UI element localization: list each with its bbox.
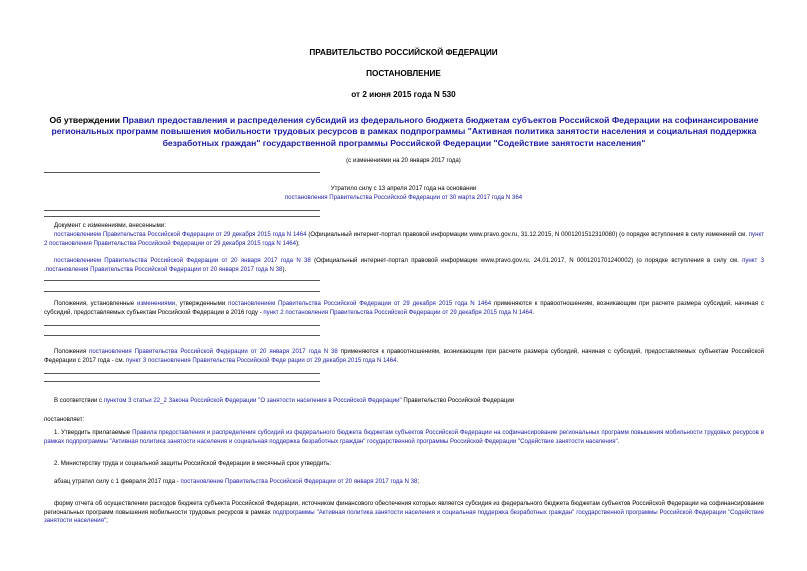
divider [44, 325, 320, 326]
note-1-clause-link[interactable]: пункт 2 постановления Правительства Российской Федерации от 29 декабря 2015 года N 1464 [263, 308, 533, 316]
report-form-text: ; [106, 517, 108, 525]
amendment-2-clause-link[interactable]: пункт 3 .постановления Правительства Российской Федерации от 20 января 2017 года N 38 [44, 257, 764, 273]
divider [44, 172, 320, 173]
resolves-label: постановляет: [44, 416, 85, 423]
expired-basis-link[interactable]: постановления Правительства Российской Федерации от 30 марта 2017 года N 364 [284, 194, 523, 201]
amendment-1-text: (Официальный интернет-портал правовой информации www.pravo.gov.ru, 31.12.2015, N 0001201512310080) (о порядке вступления в силу изменений см. [306, 231, 749, 238]
note-2-clause-link[interactable]: пункт 3 постановления Правительства Российской Феде рации от 29 декабря 2015 года N 1464 [125, 356, 397, 364]
divider [44, 335, 320, 336]
item-1-text: 1. Утвердить прилагаемые [54, 429, 133, 436]
legal-basis-text: Правительство Российской Федерации [401, 397, 515, 404]
note-1-text: применяются к правоотношениям, возникающим при расчете размера субсидий, начиная с субсидий, предоставляемых субъектам Российской Федерации в 2016 году - [44, 300, 764, 316]
note-2-text: Положения [54, 348, 90, 355]
note-1-text: , утвержденными [175, 300, 229, 307]
item-1 [44, 429, 764, 446]
amendment-item-2 [44, 257, 764, 274]
expired-paragraph-text: ; [417, 478, 420, 485]
expired-notice: Утратило силу с 13 апреля 2017 года на основании [330, 185, 477, 192]
law-article-link[interactable]: пунктом 3 статьи 22_2 Закона Российской Федерации "О занятости населения в Российской Федерации" [103, 397, 402, 404]
note-1-changes-link[interactable]: изменениями [136, 300, 176, 307]
item-1-rules-link[interactable]: Правила предоставления и распределения субсидий из федерального бюджета бюджетам субъектов Российской Федерации на софинансирование региональных программ повышения мобильности трудовых ресурсов в рамках подпрограммы "Активная политика занятости населения и социальная поддержка безработных граждан" государственной программы Российской Федерации "Содействие занятости населения" [44, 429, 764, 445]
title-prefix: Об утверждении [49, 115, 123, 125]
divider [44, 216, 320, 217]
note-2-resolution-link[interactable]: постановления Правительства Российской Федерации от 20 января 2017 года N 38 [89, 348, 338, 355]
note-2 [44, 348, 764, 365]
note-1-text: Положения, установленные [54, 300, 137, 307]
expired-paragraph-link[interactable]: постановление Правительства Российской Федерации от 20 января 2017 года N 38 [180, 478, 418, 485]
amendment-1-clause-link[interactable]: пункт 2 постановления Правительства Российской Федерации от 29 декабря 2015 года N 1464 [44, 231, 764, 247]
document-date-number: от 2 июня 2015 года N 530 [351, 90, 456, 99]
amendment-1-end: ); [296, 239, 300, 247]
item-1-text: . [617, 437, 620, 445]
note-1-text: . [532, 308, 534, 316]
revision-note: (с изменениями на 20 января 2017 года) [346, 157, 461, 164]
divider [44, 381, 320, 382]
note-1-resolution-link[interactable]: постановлением Правительства Российской Федерации от 29 декабря 2015 года N 1464 [228, 300, 492, 307]
amendment-2-text: (Официальный интернет-портал правовой информации www.pravo.gov.ru, 24.01.2017, N 0001201701240002) (о порядке вступления в силу см. [310, 257, 743, 264]
report-form-paragraph [44, 500, 764, 526]
note-1 [44, 300, 764, 317]
legal-basis [54, 397, 764, 406]
divider [44, 373, 320, 374]
subprogram-link[interactable]: подпрограммы "Активная политика занятости населения и социальная поддержка безработных граждан" государственной программы Российской Федерации "Содействие занятости населения" [44, 508, 764, 525]
document-title [44, 115, 764, 149]
amendment-2-end: ). [282, 265, 287, 273]
amendment-item-1 [44, 231, 764, 248]
amendment-1-link[interactable]: постановлением Правительства Российской Федерации от 29 декабря 2015 года N 1464 [54, 231, 307, 238]
note-2-text: применяются к правоотношениям, возникающим при расчете размера субсидий, начиная с субсидий, предоставляемых субъектам Российской Федерации с 2017 года - см. [44, 348, 764, 364]
expired-paragraph-text: абзац утратил силу с 1 февраля 2017 года - [54, 478, 181, 485]
expired-paragraph [54, 478, 764, 487]
amendments-intro: Документ с изменениями, внесенными: [54, 222, 166, 229]
amendment-2-link[interactable]: постановлением Правительства Российской Федерации от 20 января 2017 года N 38 [54, 257, 311, 264]
divider [44, 280, 320, 281]
divider [44, 291, 320, 292]
government-name: ПРАВИТЕЛЬСТВО РОССИЙСКОЙ ФЕДЕРАЦИИ [309, 48, 498, 57]
item-2: 2. Министерству труда и социальной защиты Российской Федерации в месячный срок утвердить: [54, 460, 332, 467]
legal-basis-text: В соответствии с [54, 397, 104, 404]
note-2-text: . [396, 356, 399, 364]
report-form-text: форму отчета об осуществлении расходов бюджета субъекта Российской Федерации, источником финансового обеспечения которых является субсидия из федерального бюджета бюджетам субъектов Российской Федерации на софинансирование региональных программ повышения мобильности трудовых ресурсов в рамках [44, 500, 764, 516]
divider [44, 210, 320, 211]
document-type: ПОСТАНОВЛЕНИЕ [366, 69, 441, 78]
title-rules-link[interactable]: Правил предоставления и распределения субсидий из федерального бюджета бюджетам субъектов Российской Федерации на софинансирование региональных программ повышения мобильности трудовых ресурсов в рамках подпрограммы "Активная политика занятости населения и социальная поддержка безработных граждан" государственной программы Российской Федерации "Содействие занятости населения" [51, 115, 759, 148]
